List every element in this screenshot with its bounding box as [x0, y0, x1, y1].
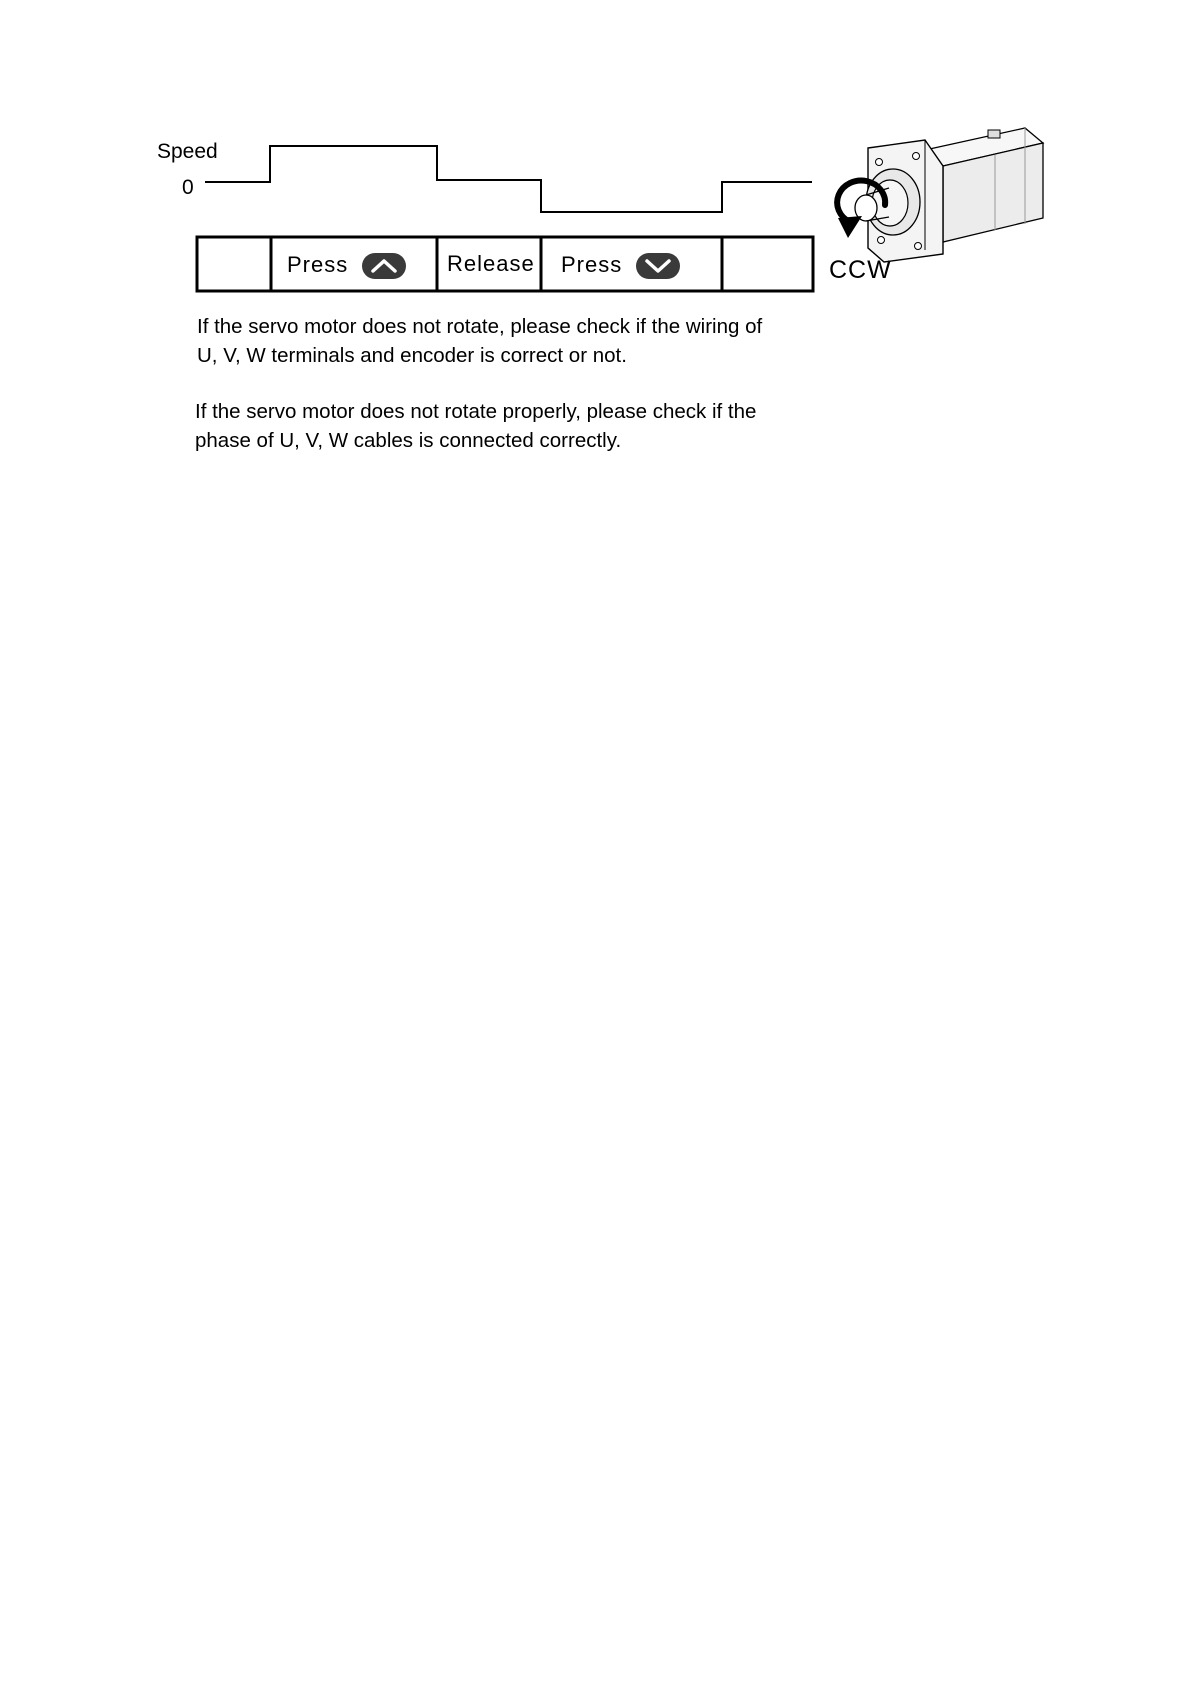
note-line: phase of U, V, W cables is connected correctly.: [195, 429, 622, 452]
up-arrow-key-icon: [362, 253, 406, 279]
ccw-label: CCW: [829, 256, 892, 284]
note-line: U, V, W terminals and encoder is correct or not.: [197, 344, 627, 367]
note-phase-check: [195, 397, 756, 455]
zero-speed-label: 0: [182, 176, 194, 199]
step-press-up-label: Press: [287, 252, 349, 277]
note-line: If the servo motor does not rotate properly, please check if the: [195, 400, 757, 423]
step-press-down-label: Press: [561, 252, 623, 277]
speed-waveform: [205, 146, 812, 212]
speed-axis-label: Speed: [157, 140, 218, 163]
note-wiring-check: [197, 312, 762, 370]
step-release-label: Release: [447, 251, 535, 276]
note-line: If the servo motor does not rotate, please check if the wiring of: [197, 315, 763, 338]
down-arrow-key-icon: [636, 253, 680, 279]
